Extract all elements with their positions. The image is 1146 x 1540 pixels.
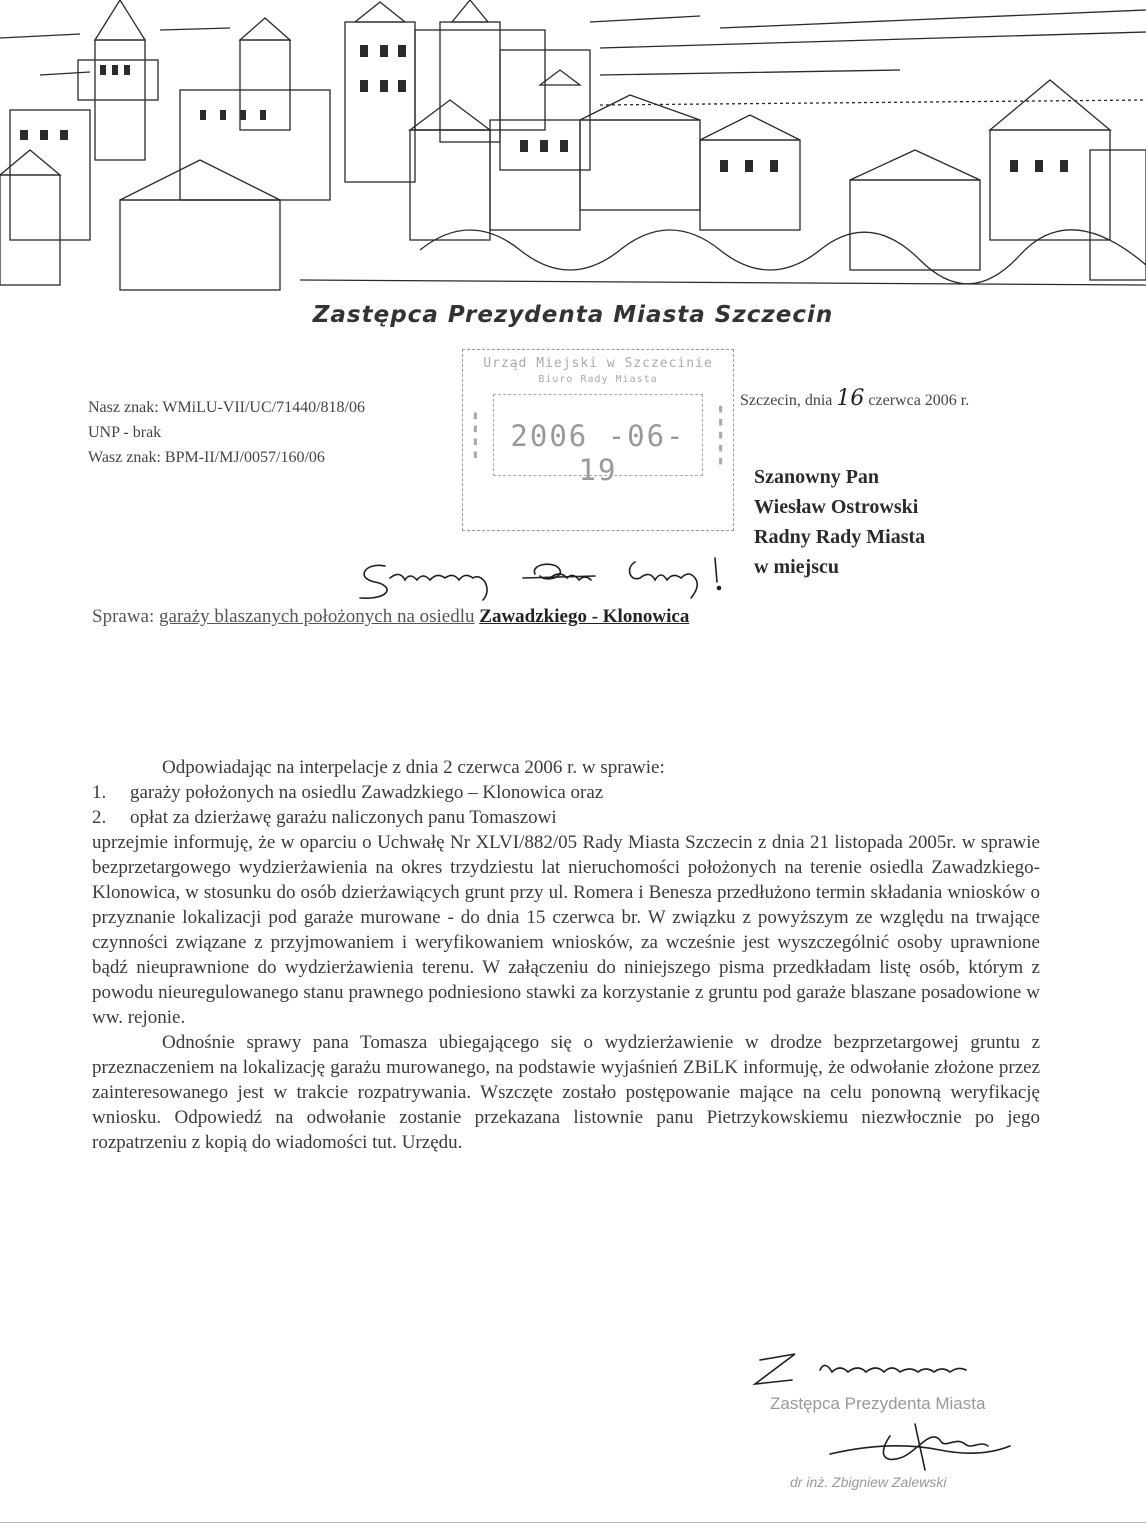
body-paragraph-2: Odnośnie sprawy pana Tomasza ubiegającego się o wydzierżawienie w drodze bezprzetargowej gruntu z przeznaczeniem na lokalizację garażu murowanego, na podstawie wyjaśnień ZBiLK informuję, że odwołanie złożone przez zainteresowanego jest w trakcie rozpatrywania. Wszczęte zostało postępowanie mające na celu ponowną weryfikację wniosku. Odpowiedź na odwołanie zostanie przekazana listownie panu Pietrzykowskiemu niezwłocznie po jego rozpatrzeniu z kopią do wiadomości tut. Urzędu. xyxy=(92,1032,1040,1153)
subject-line xyxy=(92,606,689,628)
enumerated-list xyxy=(92,780,1040,830)
stamp-date: 2006 -06- 19 xyxy=(510,419,686,487)
list-item-number: 1. xyxy=(92,782,107,803)
stamp-office: Urząd Miejski w Szczecinie xyxy=(483,356,713,371)
subject-label: Sprawa: xyxy=(92,606,155,627)
letter-body xyxy=(92,755,1040,1155)
your-reference: Wasz znak: BPM-II/MJ/0057/160/06 xyxy=(88,449,325,466)
list-item-text: garaży położonych na osiedlu Zawadzkiego – Klonowica oraz xyxy=(130,782,604,803)
reference-block xyxy=(88,395,365,470)
addressee-name: Wiesław Ostrowski xyxy=(754,496,919,518)
list-item xyxy=(92,780,1040,805)
addressee-salutation: Szanowny Pan xyxy=(754,466,880,488)
stamp-side-mark-right: ▮▮▮▮▮ xyxy=(714,402,727,467)
unp-reference: UNP - brak xyxy=(88,424,162,441)
handwritten-salutation xyxy=(355,548,747,604)
authority-title: Zastępca Prezydenta Miasta Szczecin xyxy=(312,302,834,328)
footer-divider xyxy=(0,1522,1146,1523)
cityscape-illustration xyxy=(0,0,1146,298)
subject-text: garaży blaszanych położonych na osiedlu xyxy=(159,606,475,627)
stamp-department: Biuro Rady Miasta xyxy=(538,374,658,385)
list-item-number: 2. xyxy=(92,807,107,828)
our-reference: Nasz znak: WMiLU-VII/UC/71440/818/06 xyxy=(88,399,365,416)
stamp-date-box xyxy=(493,394,703,487)
addressee-block xyxy=(754,462,925,582)
signature-block xyxy=(740,1340,1060,1510)
place-and-date xyxy=(740,386,969,411)
signature-authority: Zastępca Prezydenta Miasta xyxy=(770,1394,986,1413)
list-item xyxy=(92,805,1040,830)
place-date-prefix: Szczecin, dnia xyxy=(740,392,833,409)
intro-paragraph: Odpowiadając na interpelacje z dnia 2 czerwca 2006 r. w sprawie: xyxy=(162,757,665,778)
addressee-location: w miejscu xyxy=(754,556,839,578)
signatory-name: dr inż. Zbigniew Zalewski xyxy=(790,1474,947,1490)
body-paragraph-1: uprzejmie informuję, że w oparciu o Uchwałę Nr XLVI/882/05 Rady Miasta Szczecin z dnia 21 listopada 2005r. w sprawie bezprzetargowego wydzierżawienia na okres trzydziestu lat nieruchomości położonych na terenie osiedla Zawadzkiego-Klonowica, w stosunku do osób dzierżawiących grunt przy ul. Romera i Benesza przedłużono termin składania wniosków o przyznanie lokalizacji pod garaże murowane - do dnia 15 czerwca br. W związku z powyższym ze względu na trwające czynności związane z przyjmowaniem i weryfikowaniem wniosków, za wcześnie jest wyszczególnić osoby uprawnione bądź nieuprawnione do wydzierżawienia terenu. W załączeniu do niniejszego pisma przedkładam listę osób, którym z powodu nieuregulowanego stanu prawnego podniesiono stawki za korzystanie z gruntu pod garaże blaszane posadowione w ww. rejonie. xyxy=(92,832,1040,1028)
subject-emphasis: Zawadzkiego - Klonowica xyxy=(479,606,690,627)
handwritten-day: 16 xyxy=(836,386,865,411)
stamp-side-mark-left: ▮▮▮▮ xyxy=(469,410,482,462)
addressee-title: Radny Rady Miasta xyxy=(754,526,926,548)
list-item-text: opłat za dzierżawę garażu naliczonych panu Tomaszowi xyxy=(130,807,557,828)
place-date-suffix: czerwca 2006 r. xyxy=(868,392,970,409)
received-stamp xyxy=(462,349,734,531)
